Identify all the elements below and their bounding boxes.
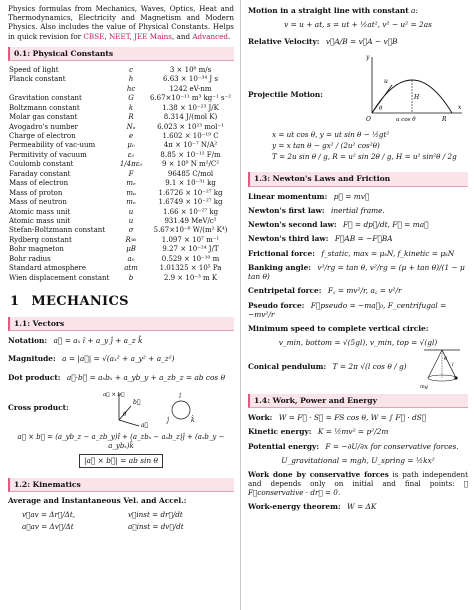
newton-line [248,206,468,215]
constant-sym: h [128,75,134,84]
neet-link[interactable]: NEET [108,31,130,41]
proj-x-label: x [458,103,462,111]
newton-line-formula: inertial frame. [331,205,385,215]
kinematics-grid [22,510,234,531]
newton-line-label: Newton's second law: [248,220,337,230]
projectile-eq-3: T = 2u sin θ / g, R = u² sin 2θ / g, H = u² sin²θ / 2g [272,152,457,162]
constant-sym: mₑ [126,179,136,188]
constant-val: 8.314 J/(mol K) [163,113,218,122]
constant-val: 1.602 × 10⁻¹⁹ C [162,132,219,141]
pe-formula-2: U_gravitational = mgh, U_spring = ½kx² [281,455,435,465]
newton-line-label: Newton's first law: [248,205,325,215]
constant-name: Standard atmosphere [9,264,87,273]
newton-line [248,249,468,258]
proj-y-label: y [366,53,370,61]
constant-val: 1.6726 × 10⁻²⁷ kg [158,188,223,197]
fig-theta-label: θ [123,411,127,418]
proj-h-label: H [414,93,420,101]
constant-val: 1.097 × 10⁷ m⁻¹ [161,235,220,244]
constant-val: 1.01325 × 10⁵ Pa [159,264,222,273]
magnitude-formula: a = |a⃗| = √(aₓ² + a_y² + a_z²) [62,354,175,364]
constant-sym: R [128,113,134,122]
notation-formula: a⃗ = aₓ î + a_y ĵ + a_z k̂ [53,336,143,346]
constant-row [8,113,234,122]
a-inst-formula: a⃗inst = dv⃗/dt [128,522,184,532]
proj-ucos-label: u cos θ [396,116,416,123]
cross-product-figure [101,388,201,428]
newton-line [248,324,468,333]
cross-label: Cross product: [8,402,69,412]
constant-name: Atomic mass unit [9,207,71,216]
relative-velocity-formula: v⃗A/B = v⃗A − v⃗B [325,36,398,46]
projectile-label: Projectile Motion: [248,89,323,99]
pe-formula: F = −∂U/∂x for conservative forces. [325,441,459,451]
magnitude-label: Magnitude: [8,354,56,364]
motion-formula: v = u + at, s = ut + ½at², v² − u² = 2as [284,20,432,30]
ke-row [248,427,468,436]
constant-val: 931.49 MeV/c² [164,216,217,225]
conical-text [248,362,407,371]
fig-b-label: b⃗ [133,398,141,406]
newton-line-formula: f_static, max = μₛN, f_kinetic = μₖN [321,248,455,258]
dot-row [8,373,234,382]
work-label: Work: [248,413,273,423]
newton-line [248,301,468,320]
chapter-title: MECHANICS [31,294,129,310]
conservative-formula: ∮ F⃗conservative · dr⃗ = 0. [248,479,468,498]
dot-formula: a⃗·b⃗ = aₓbₓ + a_yb_y + a_zb_z = ab cos θ [66,372,226,382]
ke-formula: K = ½mv² = p²/2m [317,427,389,437]
newton-line-label: Banking angle: [248,262,312,272]
constant-row [8,65,234,74]
constant-name: Bohr magneton [9,245,64,254]
motion-var: a: [411,6,418,15]
vectors-section-title: 1.1: Vectors [8,317,234,331]
constant-name: Permitivity of vacuum [9,150,87,159]
work-energy-formula: W = ΔK [347,502,377,512]
conservative-text: is path independent and depends only on initial and final points: [248,470,468,489]
cross-magnitude-row [8,454,234,467]
newton-line [248,220,468,229]
constant-name: Rydberg constant [9,235,72,244]
constant-row [8,179,234,188]
intro-end: . [228,31,231,41]
constant-name: Gravitation constant [9,94,82,103]
constant-name: Mass of neutron [9,198,67,207]
constant-row [8,216,234,225]
conical-theta-label: θ [444,355,448,362]
relative-velocity-label: Relative Velocity: [248,36,320,46]
newton-line-formula: p⃗ = mv⃗ [333,191,370,201]
constant-name: Faraday constant [9,169,71,178]
ke-label: Kinetic energy: [248,427,312,437]
constant-row [8,188,234,197]
a-avg-formula: a⃗av = Δv⃗/Δt [22,522,74,532]
conical-pendulum-figure [416,348,466,390]
constant-sym: c [129,65,133,74]
projectile-eq-2: y = x tan θ − gx² / (2u² cos²θ) [272,140,380,150]
constant-row [8,273,234,282]
projectile-block [248,51,468,129]
relative-velocity-row [248,37,468,46]
advanced-link[interactable]: Advanced [192,31,228,41]
constant-val: 9.1 × 10⁻³¹ kg [165,179,216,188]
constant-name: Charge of electron [9,132,76,141]
constant-val: 1.38 × 10⁻²³ J/K [162,103,219,112]
constant-sym: mₚ [126,188,136,197]
proj-u-label: u [384,77,388,85]
work-energy-row [248,502,468,511]
dot-label: Dot product: [8,372,61,382]
proj-r-label: R [442,115,447,123]
constant-val: 5.67×10⁻⁸ W/(m² K⁴) [153,226,228,235]
constant-sym: R∞ [125,235,137,244]
constant-sym: u [128,216,134,225]
right-column [248,0,468,516]
fig-k-label: k̂ [191,416,195,424]
constant-row [8,150,234,159]
constant-row [8,207,234,216]
work-energy-label: Work-energy theorem: [248,502,341,512]
fig-a-label: a⃗ [141,421,149,428]
kinematics-subtitle: Average and Instantaneous Vel. and Accel.: [8,496,187,506]
constant-val: 96485 C/mol [167,169,214,178]
work-formula: W = F⃗ · S⃗ = FS cos θ, W = ∫ F⃗ · dS⃗ [278,413,427,423]
proj-o-label: O [366,115,371,123]
intro-sep: , and [171,31,193,41]
newton-line [248,192,468,201]
constant-row [8,122,234,131]
constant-sym: Nₐ [126,122,136,131]
work-row [248,413,468,422]
conical-label: Conical pendulum: [248,361,327,371]
constant-val: 9.27 × 10⁻²⁴ J/T [162,245,219,254]
constant-name: Atomic mass unit [9,216,71,225]
intro-sep: , [129,31,135,41]
constant-sym: b [128,273,134,282]
column-divider [240,0,241,610]
v-avg-formula: v⃗av = Δr⃗/Δt, [22,510,76,520]
constant-name: Molar gas constant [9,113,78,122]
constant-val: 3 × 10⁸ m/s [169,65,212,74]
fig-i-label: î [179,392,182,400]
constant-row [8,226,234,235]
vmin-formula: v_min, bottom = √(5gl), v_min, top = √(gl) [278,338,438,348]
motion-label: Motion in a straight line with constant [248,6,409,15]
projectile-row [248,90,323,99]
conical-row [248,352,468,390]
projectile-eq-1: x = ut cos θ, y = ut sin θ − ½gt² [272,129,390,139]
newton-line-label: Frictional force: [248,248,315,258]
constant-name: Planck constant [9,75,66,84]
newton-line-formula: F꜀ = mv²/r, a꜀ = v²/r [327,286,402,296]
pe-row [248,442,468,451]
work-section-title: 1.4: Work, Power and Energy [248,394,468,408]
constant-row [8,131,234,140]
constant-sym: mₙ [126,198,136,207]
constant-row [8,94,234,103]
constant-val: 0.529 × 10⁻¹⁰ m [161,254,220,263]
constant-row [8,75,234,84]
constant-val: 1.6749 × 10⁻²⁷ kg [158,198,223,207]
mechanics-heading [10,294,234,310]
newton-line-formula: F⃗ = dp⃗/dt, F⃗ = ma⃗ [343,220,429,230]
constant-row [8,141,234,150]
constant-sym: a₀ [127,254,135,263]
newton-line-label: Centripetal force: [248,286,322,296]
conical-formula: T = 2π √(l cos θ / g) [332,361,407,371]
conservative-label: Work done by conservative forces [248,470,389,480]
constant-val: 8.85 × 10⁻¹² F/m [160,150,221,159]
intro-paragraph [8,4,234,41]
proj-theta-label: θ [379,105,383,112]
constant-row [8,103,234,112]
notation-label: Notation: [8,336,48,346]
notation-row [8,336,234,345]
constant-sym: e [128,132,134,141]
constant-val: 9 × 10⁹ N m²/C² [162,160,220,169]
newton-lines [248,192,468,334]
constant-row [8,84,234,93]
constant-sym: k [128,103,134,112]
pe-label: Potential energy: [248,441,320,451]
conical-mg-label: mg [420,383,428,390]
intro-sep: , [104,31,109,41]
constant-sym: μ₀ [127,141,135,150]
newton-line-label: Newton's third law: [248,234,329,244]
newton-line-formula: v²/rg = tan θ, v²/rg = (μ + tan θ)/(1 − μ tan θ) [248,262,465,282]
constant-name: Bohr radius [9,254,51,263]
constant-name: Permeability of vac-uum [9,141,96,150]
constant-name: Stefan-Boltzmann constant [9,226,106,235]
constant-val: 1.66 × 10⁻²⁷ kg [162,207,219,216]
left-column [8,0,234,531]
newton-line [248,263,468,282]
constant-name: Mass of electron [9,179,69,188]
constant-name: Mass of proton [9,188,63,197]
constant-sym: G [128,94,134,103]
constant-sym: 1/4πε₀ [119,160,143,169]
constant-name: Wien displacement constant [9,273,110,282]
constant-row [8,264,234,273]
newton-line-formula: F⃗AB = −F⃗BA [334,234,393,244]
constant-sym: F [128,169,134,178]
constant-sym: ε₀ [127,150,135,159]
chapter-number: 1 [10,294,20,310]
constant-val: 6.63 × 10⁻³⁴ J s [163,75,218,84]
constant-row [8,245,234,254]
cross-formula: a⃗ × b⃗ = (a_yb_z − a_zb_y)î + (a_zbₓ − aₓb_z)ĵ + (aₓb_y − a_ybₓ)k̂ [17,432,225,450]
fig-axb-label: a⃗ × b⃗ [103,391,125,398]
conical-l-label: l [452,361,454,368]
constant-sym: μB [126,245,136,254]
cross-row [8,388,234,428]
constants-table [8,65,234,282]
constant-name: Speed of light [9,65,59,74]
projectile-equations [272,129,468,162]
constant-val: 1242 eV-nm [169,84,212,93]
magnitude-row [8,354,234,363]
newton-line-formula: F⃗pseudo = −ma⃗₀, F_centrifugal = −mv²/r [248,300,447,319]
newton-line-label: Linear momentum: [248,191,328,201]
constant-row [8,169,234,178]
cross-magnitude-formula: |a⃗ × b⃗| = ab sin θ [79,454,163,467]
constant-val: 2.9 × 10⁻³ m K [163,273,218,282]
kinematics-section-title: 1.2: Kinematics [8,478,234,492]
constant-sym: atm [124,264,138,273]
constants-section-title: 0.1: Physical Constants [8,47,234,61]
constant-name [8,84,115,93]
v-inst-formula: v⃗inst = dr⃗/dt [128,510,183,520]
newton-line [248,234,468,243]
constant-row [8,160,234,169]
constant-sym: σ [128,226,134,235]
newton-line-label: Minimum speed to complete vertical circle: [248,324,429,334]
constant-row [8,197,234,206]
intro-text: Physics formulas from Mechanics, Waves, Optics, Heat and Thermodynamics, Electricity and Magnetism and Modern Physics. Also includes the value of Physical Constants. Helps in quick revision for [8,4,234,41]
constant-sym: hc [126,84,136,93]
constant-row [8,254,234,263]
constant-sym: u [128,207,134,216]
newton-line [248,286,468,295]
constant-name: Coulomb constant [9,160,74,169]
newton-line-label: Pseudo force: [248,300,305,310]
conservative-row [248,470,468,497]
constant-row [8,235,234,244]
constant-val: 6.67×10⁻¹¹ m³ kg⁻¹ s⁻² [149,94,232,103]
motion-row [248,6,468,15]
jee-mains-link[interactable]: JEE Mains [134,31,172,41]
fig-j-label: ĵ [167,416,170,424]
constant-val: 4π × 10⁻⁷ N/A² [163,141,218,150]
constant-name: Boltzmann constant [9,103,80,112]
constant-val: 6.023 × 10²³ mol⁻¹ [157,122,224,131]
newton-section-title: 1.3: Newton's Laws and Friction [248,172,468,186]
constant-name: Avogadro's number [9,122,79,131]
projectile-figure [366,51,466,125]
cbse-link[interactable]: CBSE [83,31,105,41]
